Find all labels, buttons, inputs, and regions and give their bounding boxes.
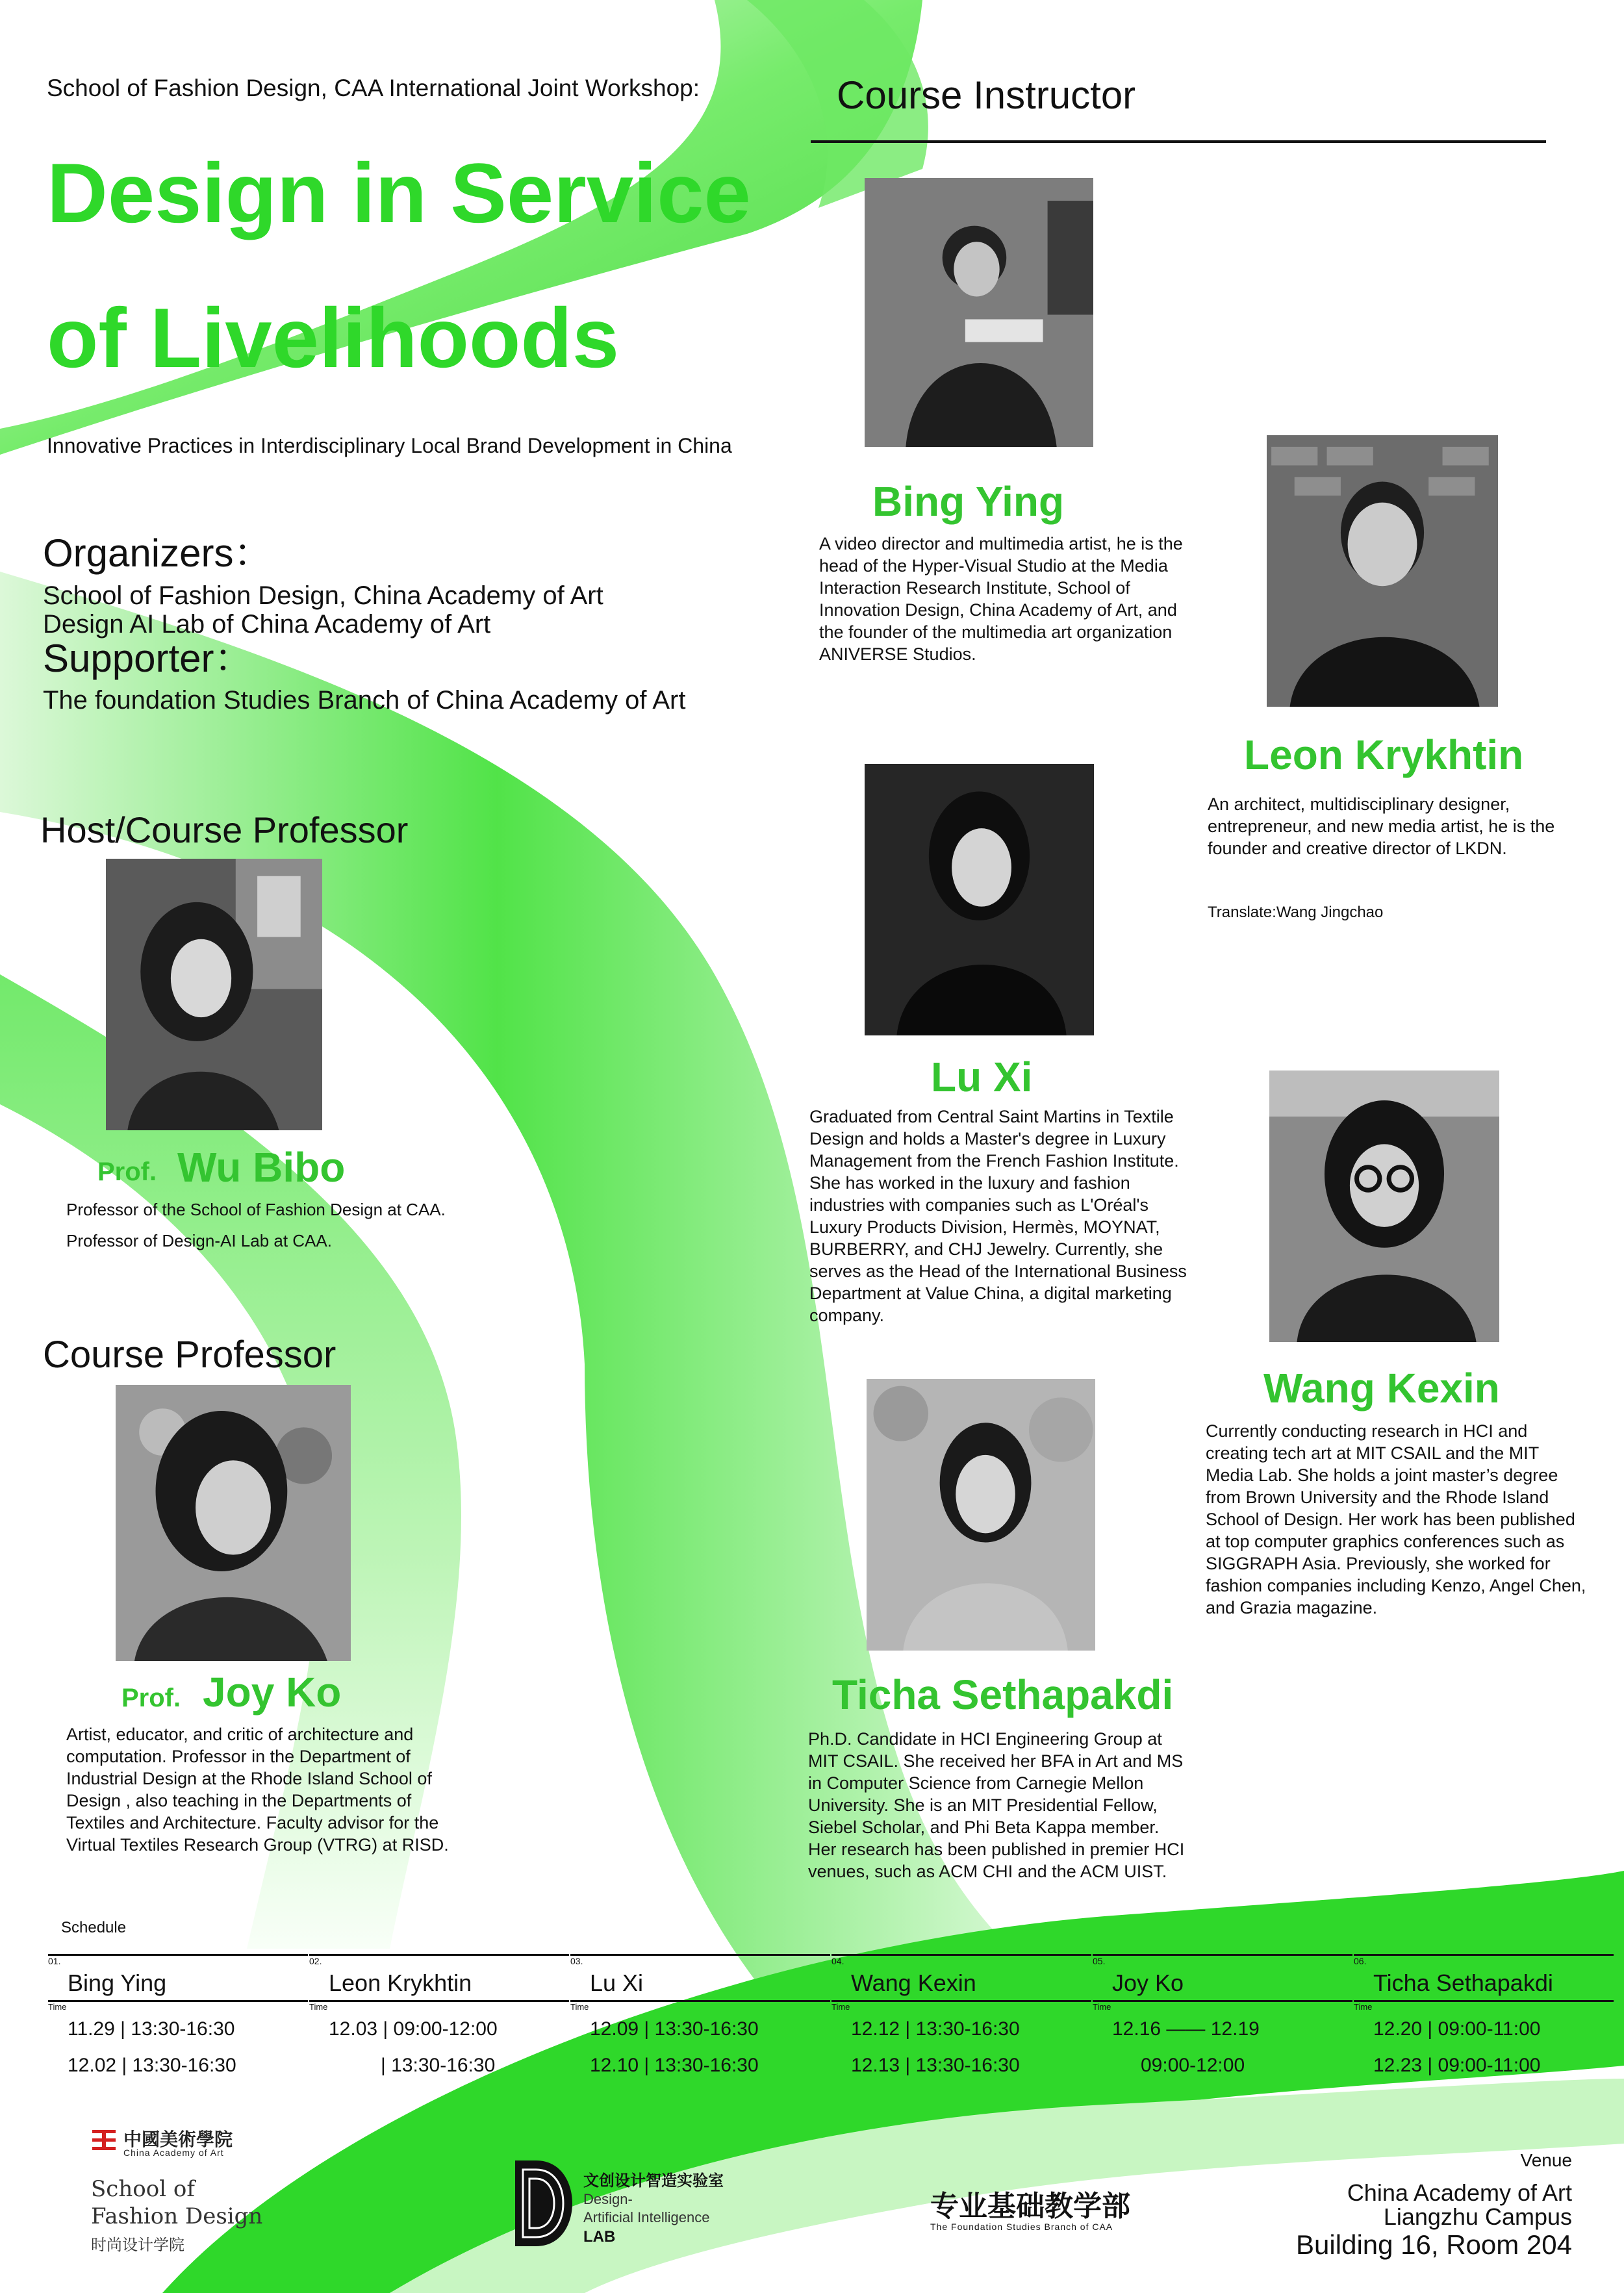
venue-label: Venue [1520, 2150, 1572, 2170]
schedule-number: 05. [1093, 1956, 1106, 1966]
joy-ko-name: Joy Ko [203, 1669, 342, 1716]
schedule-time-1: 12.20 | 09:00-11:00 [1373, 2018, 1541, 2040]
title-line-1: Design in Service [47, 146, 751, 240]
subtitle: Innovative Practices in Interdisciplinary Local Brand Development in China [47, 434, 732, 457]
lab-logo-icon [510, 2158, 575, 2249]
schedule-time-2: 12.10 | 13:30-16:30 [590, 2055, 759, 2076]
caa-name-cn: 中國美術學院 [123, 2129, 233, 2150]
caa-logo-icon [91, 2127, 117, 2153]
joy-ko-photo [116, 1385, 351, 1661]
supporter-heading: Supporter： [43, 637, 253, 680]
leon-krykhtin-bio: An architect, multidisciplinary designer, entrepreneur, and new media artist, he is the founder and creative director of LKDN. [1208, 794, 1555, 858]
bing-ying-bio: A video director and multimedia artist, he is the head of the Hyper-Visual Studio at the Media Interaction Research Institute, School of Innovation Design, China Academy of Art, and the founder of the multimedia art organization ANIVERSE Studios. [819, 534, 1183, 664]
lab-name-en-1: Design- [583, 2191, 633, 2207]
schedule-number: 06. [1354, 1956, 1367, 1966]
schedule-number: 01. [48, 1956, 61, 1966]
venue-line-2: Liangzhu Campus [1383, 2203, 1572, 2230]
schedule-number: 02. [309, 1956, 322, 1966]
time-label: Time [48, 2002, 67, 2012]
ticha-sethapakdi-photo [867, 1379, 1095, 1651]
leon-krykhtin-name: Leon Krykhtin [1244, 731, 1524, 778]
instructor-heading: Course Instructor [837, 73, 1136, 117]
foundation-name-en: The Foundation Studies Branch of CAA [930, 2222, 1113, 2232]
schedule-time-2: 12.13 | 13:30-16:30 [851, 2055, 1020, 2076]
joy-ko-prefix: Prof. [121, 1684, 181, 1712]
lu-xi-bio: Graduated from Central Saint Martins in Textile Design and holds a Master's degree in Luxury Management from the French Fashion Institute. She has worked in the luxury and fashion industries with companies such as L'Oréal's Luxury Products Division, Hermès, MOYNAT, BURBERRY, and CHJ Jewelry. Currently, she serves as the Head of the International Business Department at Value China, a digital marketing company. [809, 1107, 1187, 1325]
schedule-time-1: 12.09 | 13:30-16:30 [590, 2018, 759, 2040]
time-label: Time [570, 2002, 589, 2012]
title-line-2: of Livelihoods [47, 290, 620, 385]
venue-line-3: Building 16, Room 204 [1296, 2229, 1572, 2260]
supporter: The foundation Studies Branch of China Academy of Art [43, 686, 686, 715]
host-heading: Host/Course Professor [40, 809, 409, 850]
wang-kexin-name: Wang Kexin [1263, 1365, 1500, 1412]
lu-xi-photo [865, 764, 1094, 1035]
schedule-item [570, 1954, 830, 2084]
time-label: Time [1354, 2002, 1373, 2012]
schedule-item [48, 1954, 308, 2084]
wang-kexin-photo [1269, 1070, 1499, 1342]
schedule-name: Bing Ying [68, 1970, 167, 1996]
instructor-divider [811, 140, 1546, 143]
host-prefix: Prof. [97, 1158, 157, 1186]
host-line-2: Professor of Design-AI Lab at CAA. [66, 1231, 332, 1250]
schedule-time-1: 12.03 | 09:00-12:00 [329, 2018, 498, 2040]
schedule-time-2: 12.02 | 13:30-16:30 [68, 2055, 236, 2076]
schedule-time-2: 09:00-12:00 [1141, 2055, 1245, 2076]
bing-ying-name: Bing Ying [872, 478, 1065, 525]
translator: Translate:Wang Jingchao [1208, 904, 1384, 921]
schedule-time-1: 12.16 —— 12.19 [1112, 2018, 1260, 2040]
time-label: Time [1093, 2002, 1111, 2012]
schedule-name: Ticha Sethapakdi [1373, 1970, 1553, 1996]
schedule-heading: Schedule [61, 1919, 127, 1936]
caa-name-en: China Academy of Art [123, 2147, 224, 2158]
host-name: Wu Bibo [177, 1144, 346, 1191]
schedule-name: Wang Kexin [851, 1970, 976, 1996]
school-cn: 时尚设计学院 [91, 2236, 184, 2254]
ticha-sethapakdi-name: Ticha Sethapakdi [832, 1671, 1174, 1718]
foundation-name-cn: 专业基础教学部 [930, 2190, 1130, 2222]
schedule-number: 03. [570, 1956, 583, 1966]
schedule-name: Leon Krykhtin [329, 1970, 472, 1996]
schedule-time-2: | 13:30-16:30 [381, 2055, 496, 2076]
school-line-1: School of [91, 2176, 195, 2202]
joy-ko-bio: Artist, educator, and critic of architecture and computation. Professor in the Department of Industrial Design at the Rhode Island School of Design , also teaching in the Departments of Textiles and Architecture. Faculty advisor for the Virtual Textiles Research Group (VTRG) at RISD. [66, 1725, 449, 1855]
wu-bibo-photo [106, 859, 322, 1130]
schedule-item [1093, 1954, 1352, 2084]
time-label: Time [309, 2002, 328, 2012]
schedule-item [309, 1954, 569, 2084]
ticha-sethapakdi-bio: Ph.D. Candidate in HCI Engineering Group at MIT CSAIL. She received her BFA in Art and MS in Computer Science from Carnegie Mellon University. She is an MIT Presidential Fellow, Siebel Scholar, and Phi Beta Kappa member. Her research has been published in premier HCI venues, such as ACM CHI and the ACM UIST. [808, 1729, 1185, 1881]
wang-kexin-bio: Currently conducting research in HCI and creating tech art at MIT CSAIL and the MIT Media Lab. She holds a joint master’s degree from Brown University and the Rhode Island School of Design. Her work has been published at top computer graphics conferences such as SIGGRAPH Asia. Previously, she worked for fashion companies including Kenzo, Angel Chen, and Grazia magazine. [1206, 1421, 1586, 1617]
course-professor-heading: Course Professor [43, 1334, 336, 1376]
school-line-2: Fashion Design [91, 2203, 263, 2229]
schedule-name: Lu Xi [590, 1970, 644, 1996]
lab-name-cn: 文创设计智造实验室 [583, 2172, 724, 2190]
venue-line-1: China Academy of Art [1347, 2179, 1572, 2206]
schedule-name: Joy Ko [1112, 1970, 1184, 1996]
schedule-number: 04. [831, 1956, 844, 1966]
lab-name-en-2: Artificial Intelligence [583, 2209, 710, 2225]
lab-name-en-3: LAB [583, 2228, 616, 2246]
schedule-time-1: 12.12 | 13:30-16:30 [851, 2018, 1020, 2040]
schedule-item [831, 1954, 1091, 2084]
schedule-item [1354, 1954, 1614, 2084]
host-line-1: Professor of the School of Fashion Design at CAA. [66, 1200, 446, 1219]
lu-xi-name: Lu Xi [931, 1054, 1033, 1100]
organizers-heading: Organizers： [43, 531, 273, 575]
organizer-1: School of Fashion Design, China Academy of Art [43, 581, 603, 610]
schedule-time-1: 11.29 | 13:30-16:30 [68, 2018, 235, 2040]
schedule-time-2: 12.23 | 09:00-11:00 [1373, 2055, 1541, 2076]
organizer-2: Design AI Lab of China Academy of Art [43, 610, 491, 639]
time-label: Time [831, 2002, 850, 2012]
bing-ying-photo [865, 178, 1093, 447]
workshop-line: School of Fashion Design, CAA International Joint Workshop: [47, 75, 700, 101]
leon-krykhtin-photo [1267, 435, 1498, 707]
